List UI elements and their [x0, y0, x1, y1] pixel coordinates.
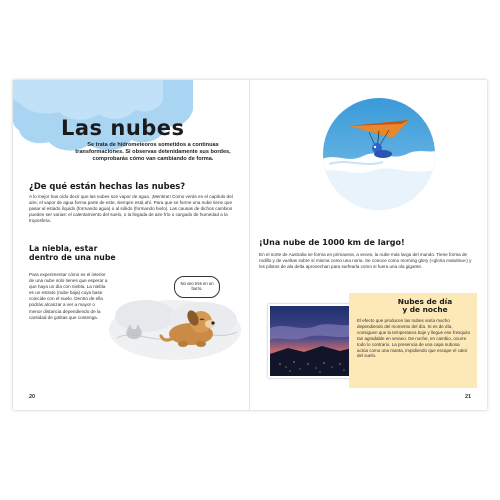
- intro-text: Se trata de hidrometeoros sometidos a continuas transformaciones. Si observas detenidamente sus bordes, comprobarás cómo van cambiando de forma.: [75, 142, 231, 162]
- page-number-left: 20: [29, 394, 36, 400]
- day-night-infobox: [349, 293, 477, 388]
- book-spine: [249, 80, 250, 410]
- section-heading-fog: La niebla, estar dentro de una nube: [29, 244, 116, 262]
- book-spread: [13, 80, 487, 410]
- page-number-right: 21: [465, 394, 472, 400]
- page-title: Las nubes: [61, 116, 185, 140]
- section-body-composition: A lo mejor has oído decir que las nubes son vapor de agua. ¡Mentira!! Como verás en el capítulo del aire, el vapor de agua forma parte de este, siempre está ahí. Para que se forme una nube tiene que pasar al estado líquido (formando agua) o al sólido (formando hielo). Las causas de dichos cambios pueden ser varias: el calentamiento del suelo, o la llegada de aire frío o cargado de humedad a la troposfera.: [29, 194, 233, 224]
- night-sky-photo: [268, 304, 354, 378]
- section-heading-composition: ¿De qué están hechas las nubes?: [29, 181, 186, 191]
- section-body-fog: Para experimentar cómo es el interior de una nube solo tienes que esperar a que haya un día con niebla. La niebla es un estrato (nube baja) cuya base coincide con el suelo. Dentro de ella podrás alcanzar a ver a mayor o menor distancia dependiendo de la cantidad de gotitas que contenga.: [29, 272, 108, 320]
- infobox-body: El efecto que producen las nubes varía mucho dependiendo del momento del día. Si es de día, consiguen que la temperatura baje y llegue ese fresquito tan agradable en verano. De noche, en cambio, ocurre todo lo contrario. La presencia de una capa nubosa actúa como una manta, impidiendo que escape el calor del suelo.: [357, 318, 471, 359]
- section-heading-long-cloud: ¡Una nube de 1000 km de largo!: [259, 238, 405, 247]
- hang-glider-illustration: [323, 98, 435, 210]
- speech-bubble: No veo tres en un burro.: [174, 276, 220, 298]
- section-body-long-cloud: En el norte de Australia se forma en primavera, a veces, la nube más larga del mundo. Tiene forma de rodillo y de vueltas sobre sí misma como una noria. Se conoce como morning glory («gloria matutina») y los pilotos de ala delta aprovechan para surfearla como si fuera una ola gigante.: [259, 252, 472, 270]
- infobox-heading: Nubes de día y de noche: [397, 297, 453, 314]
